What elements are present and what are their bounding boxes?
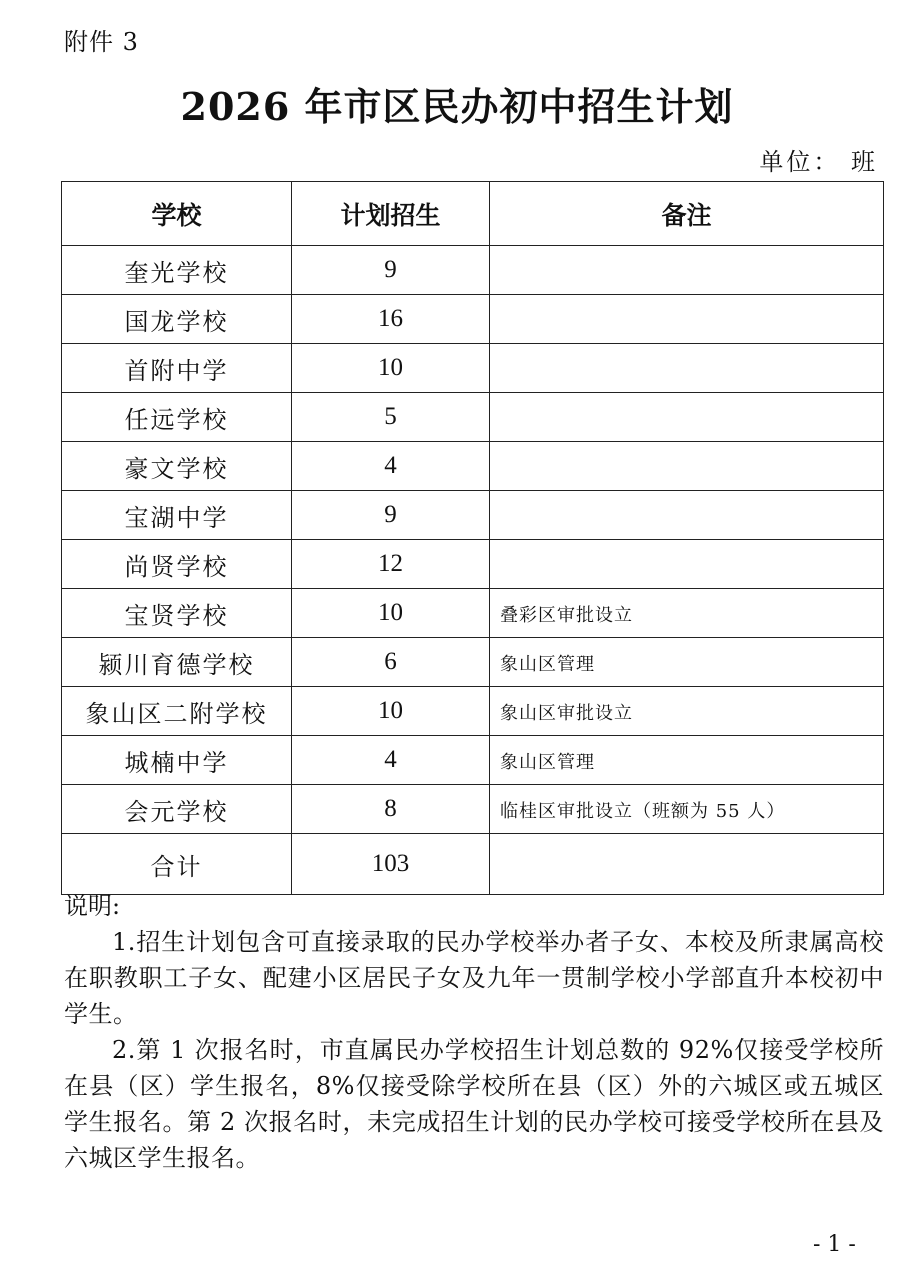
total-remark <box>490 834 884 895</box>
page-title: 2026 年市区民办初中招生计划 <box>180 84 734 129</box>
remark: 叠彩区审批设立 <box>490 589 884 638</box>
note-item: 1.招生计划包含可直接录取的民办学校举办者子女、本校及所隶属高校在职教职工子女、配建小区居民子女及九年一贯制学校小学部直升本校初中学生。 <box>64 928 884 1028</box>
plan-classes: 9 <box>292 246 490 295</box>
table-row <box>62 736 884 785</box>
remark <box>490 442 884 491</box>
table-row <box>62 344 884 393</box>
table-row <box>62 687 884 736</box>
school-name: 宝贤学校 <box>62 589 292 638</box>
header-school: 学校 <box>62 182 292 246</box>
remark <box>490 344 884 393</box>
school-name: 豪文学校 <box>62 442 292 491</box>
school-name: 首附中学 <box>62 344 292 393</box>
remark <box>490 393 884 442</box>
plan-classes: 8 <box>292 785 490 834</box>
school-name: 城楠中学 <box>62 736 292 785</box>
plan-classes: 4 <box>292 442 490 491</box>
school-name: 任远学校 <box>62 393 292 442</box>
table-row <box>62 540 884 589</box>
plan-classes: 9 <box>292 491 490 540</box>
plan-classes: 10 <box>292 589 490 638</box>
table-header-row <box>62 182 884 246</box>
remark <box>490 491 884 540</box>
remark <box>490 540 884 589</box>
unit-label: 单位： 班 <box>759 148 878 176</box>
school-name: 国龙学校 <box>62 295 292 344</box>
plan-classes: 4 <box>292 736 490 785</box>
school-name: 颍川育德学校 <box>62 638 292 687</box>
remark <box>490 295 884 344</box>
table-row <box>62 393 884 442</box>
page-number: - 1 - <box>813 1232 856 1257</box>
header-remark: 备注 <box>490 182 884 246</box>
note-item: 2.第 1 次报名时，市直属民办学校招生计划总数的 92%仅接受学校所在县（区）学生报名，8%仅接受除学校所在县（区）外的六城区或五城区学生报名。第 2 次报名时，未完成招生计划的民办学校可接受学校所在县及六城区学生报名。 <box>64 1036 884 1172</box>
table-row <box>62 295 884 344</box>
enrollment-plan-table <box>61 181 884 895</box>
notes-heading: 说明: <box>64 892 121 920</box>
notes-section <box>64 888 884 1176</box>
school-name: 象山区二附学校 <box>62 687 292 736</box>
school-name: 会元学校 <box>62 785 292 834</box>
school-name: 宝湖中学 <box>62 491 292 540</box>
table-row <box>62 246 884 295</box>
table-row <box>62 638 884 687</box>
remark: 临桂区审批设立（班额为 55 人） <box>490 785 884 834</box>
plan-classes: 6 <box>292 638 490 687</box>
plan-classes: 16 <box>292 295 490 344</box>
table-row <box>62 491 884 540</box>
attachment-label: 附件 3 <box>64 28 139 56</box>
total-label: 合计 <box>62 834 292 895</box>
total-row <box>62 834 884 895</box>
remark <box>490 246 884 295</box>
school-name: 奎光学校 <box>62 246 292 295</box>
plan-classes: 5 <box>292 393 490 442</box>
remark: 象山区管理 <box>490 638 884 687</box>
table-row <box>62 442 884 491</box>
plan-classes: 10 <box>292 344 490 393</box>
plan-classes: 12 <box>292 540 490 589</box>
table-row <box>62 785 884 834</box>
remark: 象山区审批设立 <box>490 687 884 736</box>
remark: 象山区管理 <box>490 736 884 785</box>
header-plan: 计划招生 <box>292 182 490 246</box>
total-plan: 103 <box>292 834 490 895</box>
plan-classes: 10 <box>292 687 490 736</box>
school-name: 尚贤学校 <box>62 540 292 589</box>
table-row <box>62 589 884 638</box>
